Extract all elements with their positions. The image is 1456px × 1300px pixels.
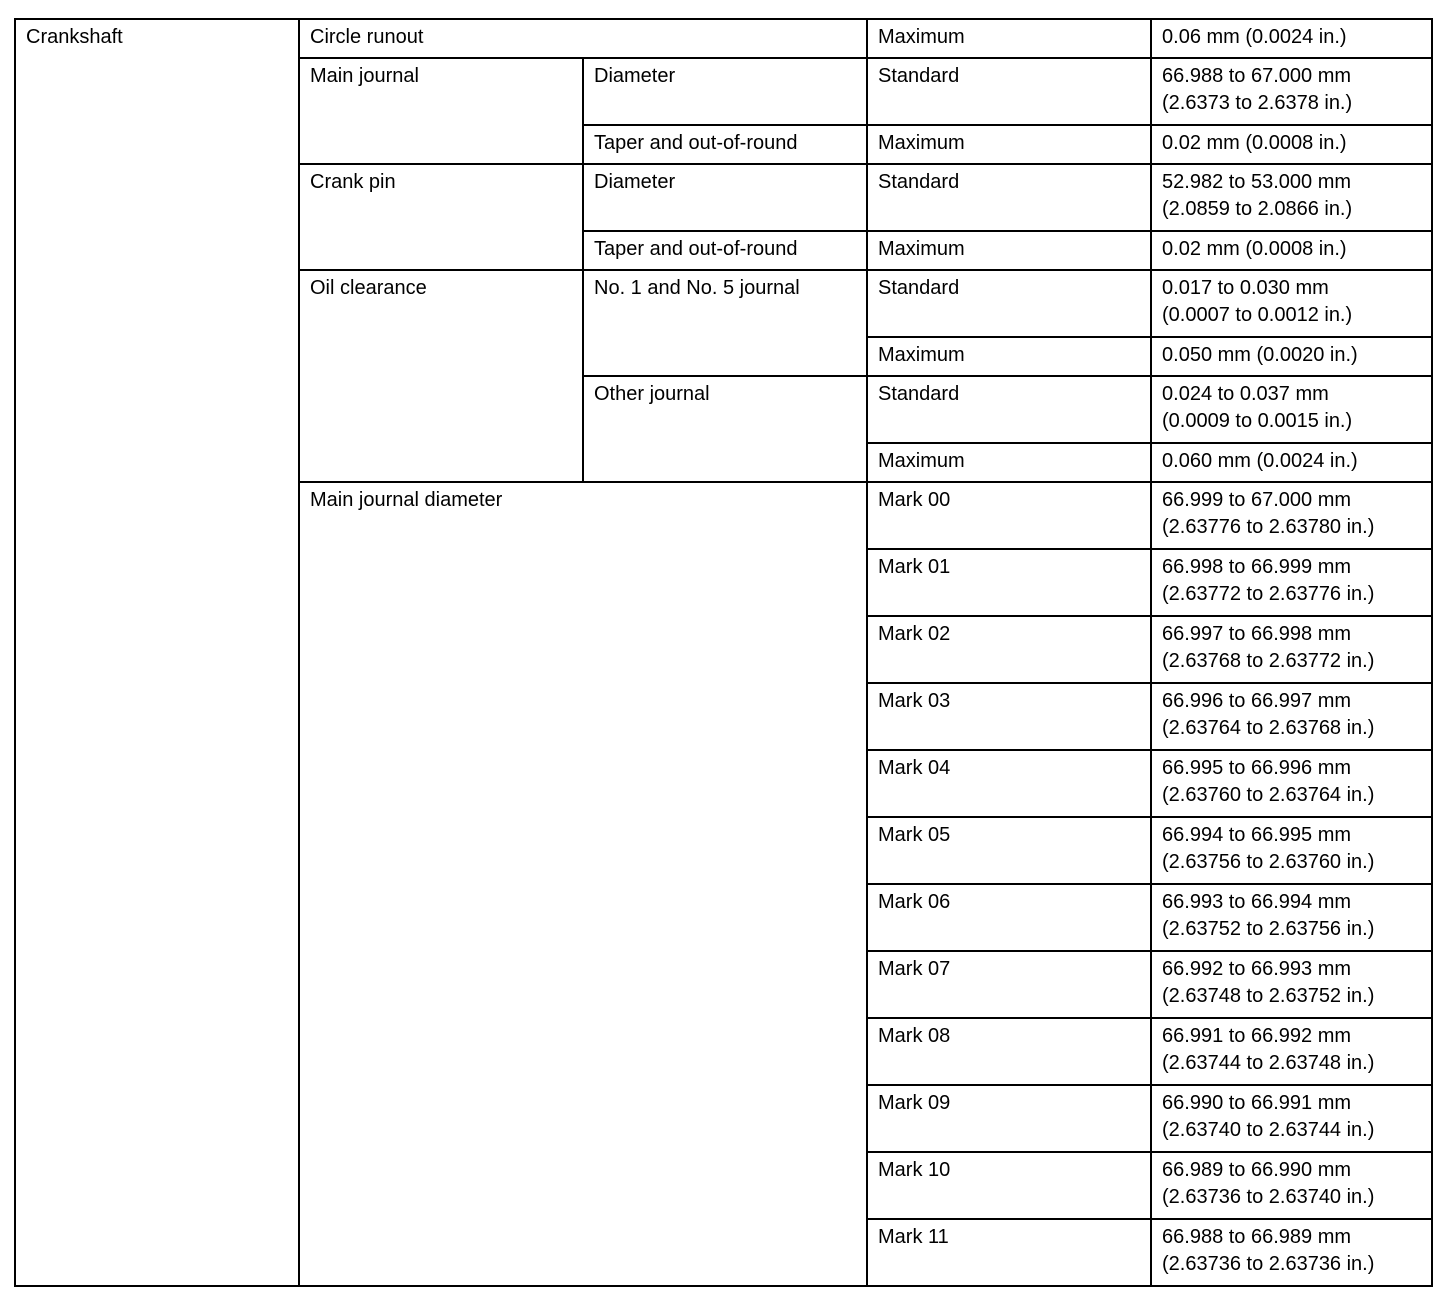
condition-cell xyxy=(867,19,1151,58)
mark-label: Mark 11 xyxy=(878,1226,949,1248)
condition-label: Standard xyxy=(878,171,960,193)
mark-label: Mark 10 xyxy=(878,1159,951,1181)
mark-cell xyxy=(867,1085,1151,1152)
mark-cell xyxy=(867,482,1151,549)
value-cell xyxy=(1151,951,1432,1018)
value-in: (2.63752 to 2.63756 in.) xyxy=(1162,918,1375,940)
value-in: (2.0859 to 2.0866 in.) xyxy=(1162,198,1353,220)
value-in: (2.63764 to 2.63768 in.) xyxy=(1162,717,1375,739)
value-mm: 0.060 mm (0.0024 in.) xyxy=(1162,450,1358,472)
value-cell xyxy=(1151,884,1432,951)
mark-label: Mark 05 xyxy=(878,824,951,846)
sub-item-cell xyxy=(583,270,867,376)
value-cell xyxy=(1151,750,1432,817)
mark-label: Mark 06 xyxy=(878,891,951,913)
condition-label: Maximum xyxy=(878,344,965,366)
condition-cell xyxy=(867,270,1151,337)
sub-item-cell xyxy=(583,58,867,125)
value-mm: 66.993 to 66.994 mm xyxy=(1162,891,1352,913)
value-mm: 66.994 to 66.995 mm xyxy=(1162,824,1352,846)
mark-cell xyxy=(867,1219,1151,1286)
value-mm: 66.997 to 66.998 mm xyxy=(1162,623,1352,645)
condition-label: Standard xyxy=(878,383,960,405)
value-in: (2.63744 to 2.63748 in.) xyxy=(1162,1052,1375,1074)
item-label: Main journal diameter xyxy=(310,489,503,511)
condition-cell xyxy=(867,125,1151,164)
sub-item-label: Diameter xyxy=(594,65,676,87)
value-mm: 0.06 mm (0.0024 in.) xyxy=(1162,26,1347,48)
mark-label: Mark 08 xyxy=(878,1025,951,1047)
component-label: Crankshaft xyxy=(26,26,123,48)
mark-label: Mark 03 xyxy=(878,690,951,712)
value-cell xyxy=(1151,337,1432,376)
value-mm: 66.988 to 67.000 mm xyxy=(1162,65,1352,87)
mark-label: Mark 09 xyxy=(878,1092,951,1114)
value-cell xyxy=(1151,376,1432,443)
mark-label: Mark 02 xyxy=(878,623,951,645)
item-cell xyxy=(299,58,583,164)
mark-cell xyxy=(867,817,1151,884)
mark-cell xyxy=(867,616,1151,683)
sub-item-cell xyxy=(583,376,867,482)
condition-label: Standard xyxy=(878,65,960,87)
value-in: (0.0007 to 0.0012 in.) xyxy=(1162,304,1353,326)
sub-item-cell xyxy=(583,231,867,270)
condition-label: Maximum xyxy=(878,450,965,472)
mark-cell xyxy=(867,1152,1151,1219)
value-in: (2.63756 to 2.63760 in.) xyxy=(1162,851,1375,873)
value-in: (2.63736 to 2.63740 in.) xyxy=(1162,1186,1375,1208)
sub-item-label: Taper and out-of-round xyxy=(594,132,798,154)
value-mm: 66.991 to 66.992 mm xyxy=(1162,1025,1352,1047)
item-label: Circle runout xyxy=(310,26,424,48)
table-row xyxy=(15,19,1432,58)
value-cell xyxy=(1151,817,1432,884)
condition-cell xyxy=(867,337,1151,376)
value-in: (2.63760 to 2.63764 in.) xyxy=(1162,784,1375,806)
mark-cell xyxy=(867,549,1151,616)
item-cell xyxy=(299,19,867,58)
value-mm: 66.990 to 66.991 mm xyxy=(1162,1092,1352,1114)
value-in: (2.63772 to 2.63776 in.) xyxy=(1162,583,1375,605)
value-cell xyxy=(1151,1219,1432,1286)
value-mm: 66.999 to 67.000 mm xyxy=(1162,489,1352,511)
value-cell xyxy=(1151,19,1432,58)
value-in: (2.63768 to 2.63772 in.) xyxy=(1162,650,1375,672)
condition-cell xyxy=(867,164,1151,231)
value-in: (2.63748 to 2.63752 in.) xyxy=(1162,985,1375,1007)
value-cell xyxy=(1151,549,1432,616)
sub-item-label: Taper and out-of-round xyxy=(594,238,798,260)
value-mm: 52.982 to 53.000 mm xyxy=(1162,171,1352,193)
value-cell xyxy=(1151,683,1432,750)
value-mm: 66.989 to 66.990 mm xyxy=(1162,1159,1352,1181)
value-in: (2.6373 to 2.6378 in.) xyxy=(1162,92,1353,114)
value-cell xyxy=(1151,1085,1432,1152)
item-label: Oil clearance xyxy=(310,277,427,299)
mark-cell xyxy=(867,1018,1151,1085)
condition-cell xyxy=(867,231,1151,270)
value-mm: 66.988 to 66.989 mm xyxy=(1162,1226,1352,1248)
mark-label: Mark 04 xyxy=(878,757,951,779)
value-mm: 66.992 to 66.993 mm xyxy=(1162,958,1352,980)
condition-label: Maximum xyxy=(878,26,965,48)
value-cell xyxy=(1151,164,1432,231)
sub-item-cell xyxy=(583,125,867,164)
value-mm: 66.996 to 66.997 mm xyxy=(1162,690,1352,712)
value-cell xyxy=(1151,616,1432,683)
value-in: (2.63776 to 2.63780 in.) xyxy=(1162,516,1375,538)
mark-cell xyxy=(867,683,1151,750)
mark-cell xyxy=(867,750,1151,817)
condition-cell xyxy=(867,376,1151,443)
condition-label: Maximum xyxy=(878,238,965,260)
sub-item-cell xyxy=(583,164,867,231)
condition-cell xyxy=(867,58,1151,125)
sub-item-label: Other journal xyxy=(594,383,710,405)
mark-label: Mark 00 xyxy=(878,489,951,511)
value-cell xyxy=(1151,1018,1432,1085)
condition-label: Standard xyxy=(878,277,960,299)
value-mm: 66.995 to 66.996 mm xyxy=(1162,757,1352,779)
value-cell xyxy=(1151,231,1432,270)
item-cell xyxy=(299,482,867,1286)
item-cell xyxy=(299,164,583,270)
mark-cell xyxy=(867,884,1151,951)
value-mm: 0.02 mm (0.0008 in.) xyxy=(1162,238,1347,260)
value-in: (0.0009 to 0.0015 in.) xyxy=(1162,410,1353,432)
value-mm: 0.050 mm (0.0020 in.) xyxy=(1162,344,1358,366)
component-cell xyxy=(15,19,299,1286)
value-in: (2.63740 to 2.63744 in.) xyxy=(1162,1119,1375,1141)
value-cell xyxy=(1151,443,1432,482)
condition-label: Maximum xyxy=(878,132,965,154)
value-mm: 0.02 mm (0.0008 in.) xyxy=(1162,132,1347,154)
value-cell xyxy=(1151,1152,1432,1219)
crankshaft-spec-table xyxy=(14,18,1433,1287)
value-cell xyxy=(1151,482,1432,549)
sub-item-label: Diameter xyxy=(594,171,676,193)
sub-item-label: No. 1 and No. 5 journal xyxy=(594,277,800,299)
value-mm: 0.017 to 0.030 mm xyxy=(1162,277,1329,299)
value-mm: 66.998 to 66.999 mm xyxy=(1162,556,1352,578)
mark-label: Mark 01 xyxy=(878,556,951,578)
item-label: Crank pin xyxy=(310,171,396,193)
value-in: (2.63736 to 2.63736 in.) xyxy=(1162,1253,1375,1275)
mark-label: Mark 07 xyxy=(878,958,951,980)
value-cell xyxy=(1151,270,1432,337)
item-cell xyxy=(299,270,583,482)
mark-cell xyxy=(867,951,1151,1018)
value-cell xyxy=(1151,125,1432,164)
condition-cell xyxy=(867,443,1151,482)
value-mm: 0.024 to 0.037 mm xyxy=(1162,383,1329,405)
value-cell xyxy=(1151,58,1432,125)
item-label: Main journal xyxy=(310,65,419,87)
